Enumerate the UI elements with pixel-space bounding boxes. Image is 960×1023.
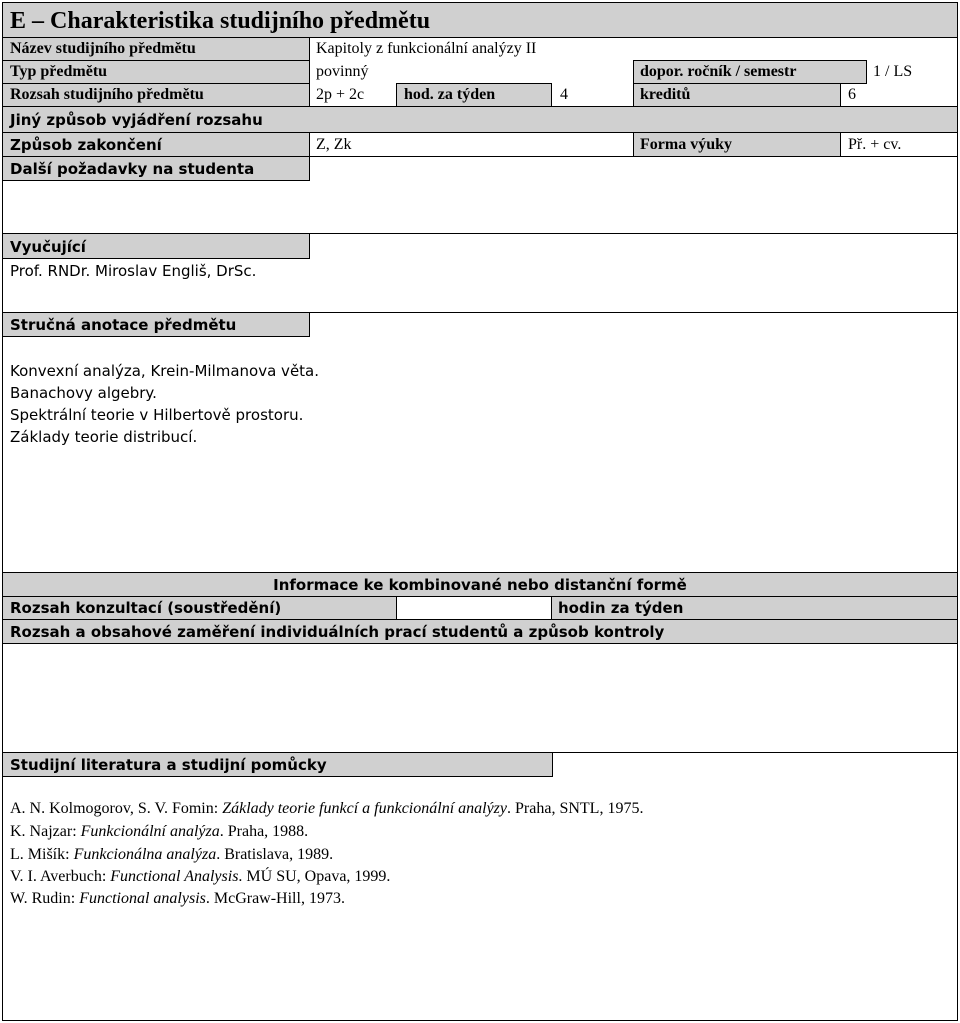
literatura-title: Functional Analysis	[110, 868, 239, 885]
anotace-label: Stručná anotace předmětu	[10, 316, 237, 334]
vyucujici-name: Prof. RNDr. Miroslav Engliš, DrSc.	[10, 262, 257, 280]
literatura-title: Základy teorie funkcí a funkcionální analýzy	[222, 800, 508, 817]
zakonceni-value: Z, Zk	[316, 136, 352, 153]
konzultace-label: Rozsah konzultací (soustředění)	[10, 599, 282, 617]
literatura-item	[10, 889, 345, 909]
literatura-rest: . Praha, 1988.	[219, 823, 309, 840]
vyucujici-label: Vyučující	[10, 238, 86, 256]
divider	[310, 156, 958, 157]
kombinovana-heading: Informace ke kombinované nebo distanční formě	[273, 576, 687, 594]
literatura-title: Funkcionálna analýza	[73, 846, 217, 863]
literatura-rest: . Praha, SNTL, 1975.	[507, 800, 644, 817]
literatura-label: Studijní literatura a studijní pomůcky	[10, 756, 327, 774]
literatura-author: A. N. Kolmogorov, S. V. Fomin:	[10, 800, 223, 817]
literatura-rest: . McGraw-Hill, 1973.	[205, 890, 345, 907]
konzultace-value-cell	[396, 596, 552, 620]
literatura-item	[10, 822, 308, 842]
hod-label: hod. za týden	[404, 86, 496, 103]
kredity-value: 6	[848, 86, 856, 103]
literatura-item	[10, 799, 643, 819]
typ-value: povinný	[316, 63, 369, 80]
zakonceni-label: Způsob zakončení	[10, 136, 162, 154]
pozadavky-label: Další požadavky na studenta	[10, 160, 255, 178]
anotace-line: Spektrální teorie v Hilbertově prostoru.	[10, 406, 304, 424]
jiny-label: Jiný způsob vyjádření rozsahu	[10, 111, 263, 129]
kredity-label: kreditů	[640, 86, 691, 103]
page-title: E – Charakteristika studijního předmětu	[10, 8, 431, 34]
anotace-line: Základy teorie distribucí.	[10, 428, 198, 446]
rozsah-value: 2p + 2c	[316, 86, 365, 103]
anotace-line: Banachovy algebry.	[10, 384, 157, 402]
forma-value: Př. + cv.	[848, 136, 902, 153]
hodin-label: hodin za týden	[558, 599, 684, 617]
prace-label: Rozsah a obsahové zaměření individuálních prací studentů a způsob kontroly	[10, 623, 665, 641]
literatura-title: Funkcionální analýza	[80, 823, 220, 840]
literatura-title: Functional analysis	[79, 890, 206, 907]
literatura-rest: . MÚ SU, Opava, 1999.	[238, 868, 391, 885]
nazev-label: Název studijního předmětu	[10, 40, 196, 57]
literatura-item	[10, 867, 390, 887]
rocnik-label: dopor. ročník / semestr	[640, 63, 797, 80]
forma-label: Forma výuky	[640, 136, 732, 153]
literatura-author: V. I. Averbuch:	[10, 868, 111, 885]
literatura-author: L. Mišík:	[10, 846, 74, 863]
rozsah-label: Rozsah studijního předmětu	[10, 86, 204, 103]
typ-label: Typ předmětu	[10, 63, 108, 80]
literatura-author: W. Rudin:	[10, 890, 80, 907]
literatura-item	[10, 845, 333, 865]
nazev-value: Kapitoly z funkcionální analýzy II	[316, 40, 537, 57]
literatura-author: K. Najzar:	[10, 823, 81, 840]
literatura-rest: . Bratislava, 1989.	[216, 846, 334, 863]
rocnik-value: 1 / LS	[873, 63, 913, 80]
hod-value: 4	[560, 86, 568, 103]
anotace-line: Konvexní analýza, Krein-Milmanova věta.	[10, 362, 320, 380]
